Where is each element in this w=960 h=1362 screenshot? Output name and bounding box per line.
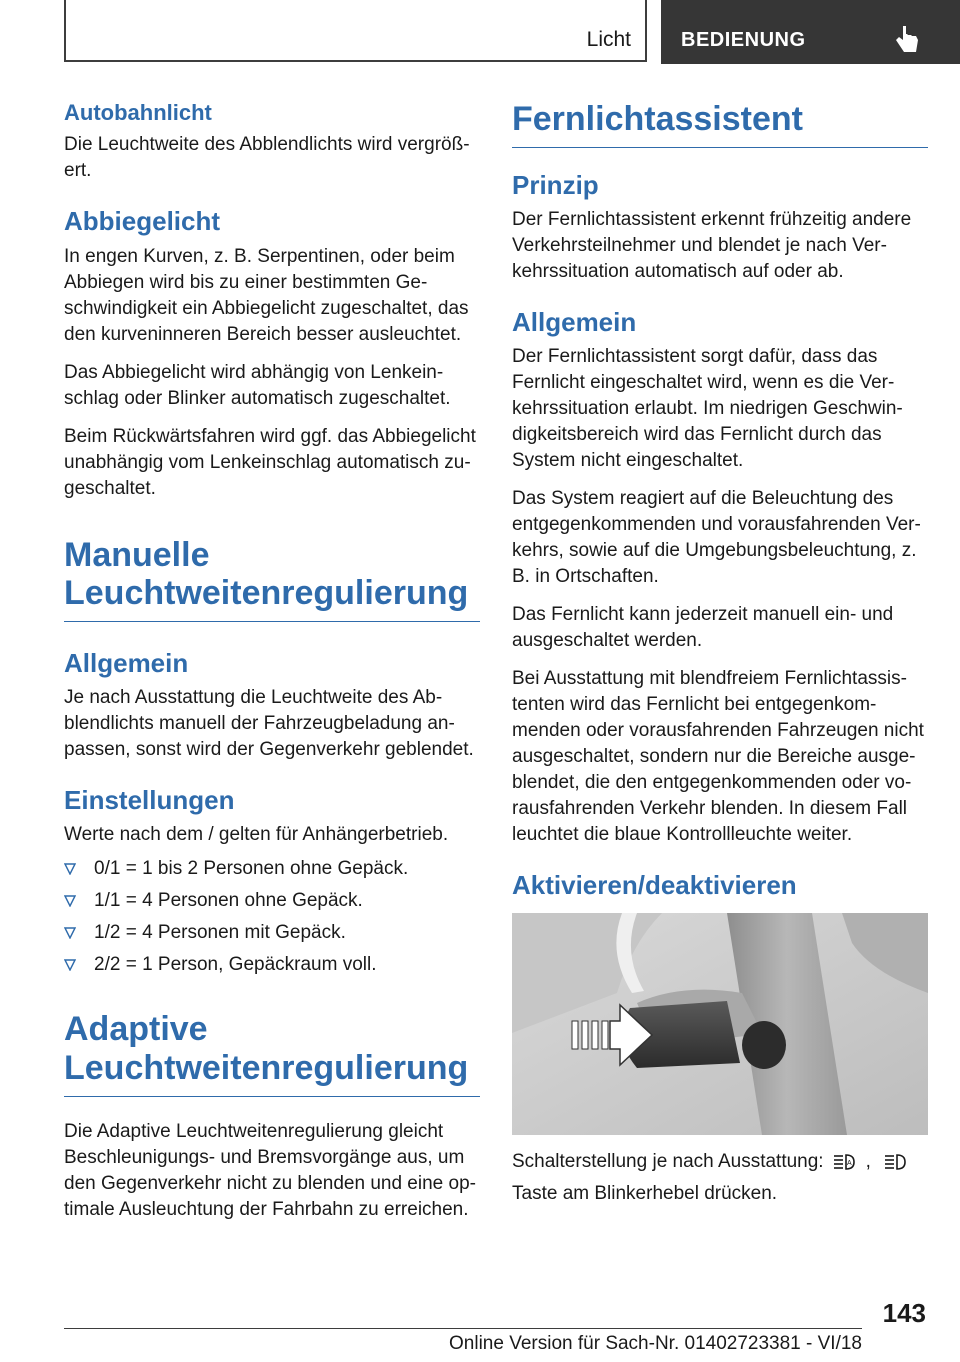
triangle-bullet-icon: [64, 895, 76, 907]
triangle-bullet-icon: [64, 863, 76, 875]
triangle-bullet-icon: [64, 959, 76, 971]
fla-allgemein-paragraph-2: Das System reagiert auf die Beleuchtung des entgegenkommenden und vorausfahrenden Ver-kehrs, sowie auf die Umgebungsbeleuchtung, z. B. in Ortschaften.: [512, 488, 921, 588]
high-beam-icon: [883, 1151, 909, 1173]
manuelle-allgemein-text: Je nach Ausstattung die Leuchtweite des Ab-blendlichts manuell der Fahrzeugbeladung an-passen, sonst wird der Gegenverkehr geblendet.: [64, 687, 474, 761]
triangle-bullet-icon: [64, 927, 76, 939]
list-item-text: 1/2 = 4 Personen mit Gepäck.: [94, 922, 346, 944]
aktivieren-heading: Aktivieren/deaktivieren: [512, 870, 797, 901]
einstellungen-heading: Einstellungen: [64, 785, 235, 816]
figure-caption: [512, 1149, 928, 1175]
adaptive-lwr-title: Adaptive Leuchtweitenregulierung: [64, 1010, 480, 1097]
prinzip-text: Der Fernlichtassistent erkennt frühzeitig andere Verkehrsteilnehmer und blendet je nach Ver-kehrssituation automatisch auf oder ab.: [512, 208, 912, 282]
list-item-text: 1/1 = 4 Personen ohne Gepäck.: [94, 890, 363, 912]
section-title: BEDIENUNG: [681, 29, 806, 51]
fla-allgemein-paragraph-3: Das Fernlicht kann jederzeit manuell ein- und ausgeschaltet werden.: [512, 604, 894, 652]
section-tab: [661, 0, 960, 64]
lever-illustration: [512, 913, 928, 1135]
right-column: [512, 100, 928, 1207]
manuelle-lwr-title: Manuelle Leuchtweitenregulierung: [64, 536, 480, 623]
settings-list: [64, 856, 480, 978]
abbiegelicht-heading: Abbiegelicht: [64, 206, 221, 237]
list-item-text: 0/1 = 1 bis 2 Personen ohne Gepäck.: [94, 858, 409, 880]
list-item: [64, 920, 480, 946]
abbiegelicht-paragraph-2: Das Abbiegelicht wird abhängig von Lenkein-schlag oder Blinker automatisch zugeschaltet.: [64, 361, 451, 409]
chapter-title: Licht: [586, 28, 631, 51]
footer-rule: [64, 1328, 862, 1329]
caption-separator: ,: [865, 1151, 871, 1173]
abbiegelicht-paragraph-1: In engen Kurven, z. B. Serpentinen, oder beim Abbiegen wird bis zu einer bestimmten Ge-schwindigkeit ein Abbiegelicht zugeschaltet, das den kurveninneren Bereich besser ausleuchtet.: [64, 245, 469, 345]
einstellungen-text: Werte nach dem / gelten für Anhängerbetrieb.: [64, 824, 449, 846]
fla-allgemein-paragraph-1: Der Fernlichtassistent sorgt dafür, dass das Fernlicht eingeschaltet wird, wenn es die Ver-kehrssituation erlaubt. Im niedrigen Geschwin-digkeitsbereich wird das Fernlicht durch das System nicht eingeschaltet.: [512, 346, 903, 472]
list-item-text: 2/2 = 1 Person, Gepäckraum voll.: [94, 954, 377, 976]
prinzip-heading: Prinzip: [512, 169, 599, 200]
caption-text: Schalterstellung je nach Ausstattung:: [512, 1151, 824, 1173]
autobahnlicht-heading: Autobahnlicht: [64, 100, 212, 125]
svg-text:A: A: [846, 1160, 852, 1168]
high-beam-assistant-icon: [832, 1151, 858, 1173]
left-column: [64, 100, 480, 1223]
fla-allgemein-paragraph-4: Bei Ausstattung mit blendfreiem Fernlichtassis-tenten wird das Fernlicht bei entgegenkom-menden oder vorausfahrenden Fahrzeugen nicht ausgeschaltet, sondern nur die Bereiche ausge-blendet, die den entgegenkommenden oder vo-rausfahrenden Verkehr blenden. In diesem Fall leuchtet die blaue Kontrollleuchte weiter.: [512, 668, 924, 846]
action-text: Taste am Blinkerhebel drücken.: [512, 1183, 778, 1205]
turn-signal-lever-photo: [512, 913, 928, 1135]
list-item: [64, 888, 480, 914]
fla-allgemein-heading: Allgemein: [512, 306, 637, 337]
page-number: 143: [882, 1298, 926, 1328]
adaptive-lwr-text: Die Adaptive Leuchtweitenregulierung gleicht Beschleunigungs- und Bremsvorgänge aus, um den Gegenverkehr nicht zu blenden und eine op-timale Ausleuchtung der Fahrbahn zu erreichen.: [64, 1120, 476, 1220]
fernlichtassistent-title: Fernlichtassistent: [512, 100, 928, 148]
autobahnlicht-text: Die Leuchtweite des Abblendlichts wird vergröß-ert.: [64, 134, 470, 182]
abbiegelicht-paragraph-3: Beim Rückwärtsfahren wird ggf. das Abbiegelicht unabhängig vom Lenkeinschlag automatisch zu-geschaltet.: [64, 425, 476, 499]
header-chapter-box: [64, 0, 647, 62]
manuelle-allgemein-heading: Allgemein: [64, 648, 189, 679]
footer-online-version: Online Version für Sach-Nr. 01402723381 - VI/18: [449, 1333, 862, 1354]
list-item: [64, 952, 480, 978]
list-item: [64, 856, 480, 882]
hand-pointing-icon: [893, 24, 921, 56]
